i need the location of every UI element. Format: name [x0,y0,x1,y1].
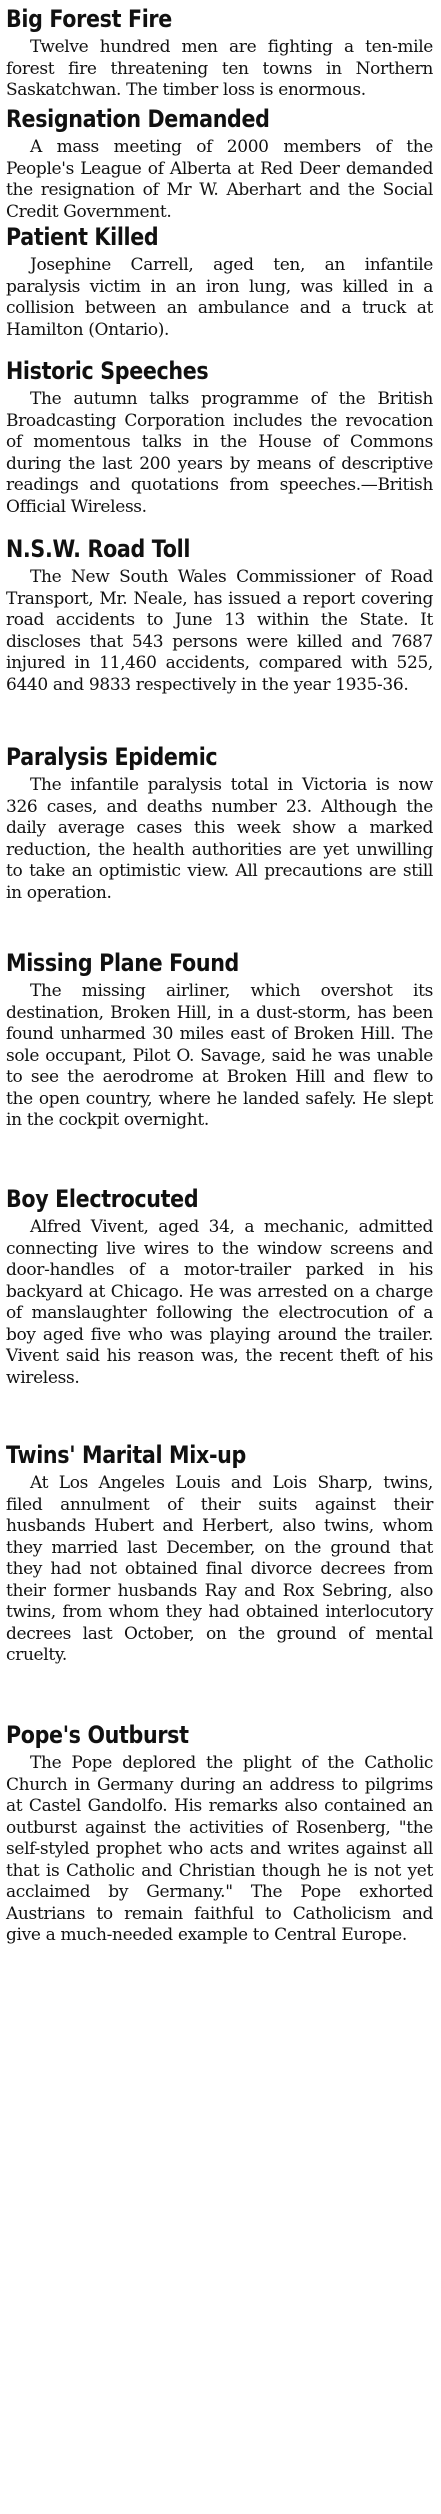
article-body: The missing airliner, which overshot its destination, Broken Hill, in a dust-storm, has been found unharmed 30 miles east of Broken Hill. The sole occupant, Pilot O. Savage, said he was unable to see the aerodrome at Broken Hill and flew to the open country, where he landed safely. He slept in the cockpit overnight. [6,981,433,1130]
article-body: Josephine Carrell, aged ten, an infantile paralysis victim in an iron lung, was killed in a collision between an ambulance and a truck at Hamilton (Ontario). [6,255,433,340]
article-body: The autumn talks programme of the British Broadcasting Corporation includes the revocation of momentous talks in the House of Commons during the last 200 years by means of descriptive readings and quotations from speeches.—British Official Wireless. [6,389,433,517]
article-headline: Boy Electrocuted [6,1185,199,1213]
article-headline: Patient Killed [6,223,159,251]
article-body: At Los Angeles Louis and Lois Sharp, twins, filed annulment of their suits against their husbands Hubert and Herbert, also twins, whom they married last December, on the ground that they had not obtained final divorce decrees from their former husbands Ray and Rox Sebring, also twins, from whom they had obtained interlocutory decrees last October, on the ground of mental cruelty. [6,1473,433,1665]
article-body: Alfred Vivent, aged 34, a mechanic, admitted connecting live wires to the window screens and door-handles of a motor-trailer parked in his backyard at Chicago. He was arrested on a charge of manslaughter following the electrocution of a boy aged five who was playing around the trailer. Vivent said his reason was, the recent theft of his wireless. [6,1217,433,1388]
article-historic-speeches [6,356,433,534]
article-boy-electrocuted [6,1184,433,1440]
article-headline: Resignation Demanded [6,105,270,133]
article-missing-plane-found [6,948,433,1184]
article-headline: Pope's Outburst [6,1721,189,1749]
article-headline: Historic Speeches [6,357,209,385]
article-headline: Paralysis Epidemic [6,743,218,771]
article-paralysis-epidemic [6,742,433,948]
article-patient-killed [6,222,433,356]
article-body: Twelve hundred men are fighting a ten-mile forest fire threatening ten towns in Northern Saskatchwan. The timber loss is enormous. [6,37,433,100]
article-headline: Big Forest Fire [6,5,172,33]
article-body: The Pope deplored the plight of the Catholic Church in Germany during an address to pilgrims at Castel Gandolfo. His remarks also contained an outburst against the activities of Rosenberg, "the self-styled prophet who acts and writes against all that is Catholic and Christian though he is not yet acclaimed by Germany." The Pope exhorted Austrians to remain faithful to Catholicism and give a much-needed example to Central Europe. [6,1753,433,1945]
article-headline: N.S.W. Road Toll [6,535,191,563]
article-headline: Missing Plane Found [6,949,239,977]
article-twins-marital-mix-up [6,1440,433,1720]
article-resignation-demanded [6,104,433,222]
article-body: The New South Wales Commissioner of Road Transport, Mr. Neale, has issued a report covering road accidents to June 13 within the State. It discloses that 543 persons were killed and 7687 injured in 11,460 accidents, compared with 525, 6440 and 9833 respectively in the year 1935-36. [6,567,433,695]
article-headline: Twins' Marital Mix-up [6,1441,246,1469]
article-body: A mass meeting of 2000 members of the People's League of Alberta at Red Deer demanded the resignation of Mr W. Aberhart and the Social Credit Government. [6,137,433,222]
article-big-forest-fire [6,4,433,104]
article-body: The infantile paralysis total in Victoria is now 326 cases, and deaths number 23. Although the daily average cases this week show a marked reduction, the health authorities are yet unwilling to take an optimistic view. All precautions are still in operation. [6,775,433,903]
article-nsw-road-toll [6,534,433,742]
article-popes-outburst [6,1720,433,2020]
